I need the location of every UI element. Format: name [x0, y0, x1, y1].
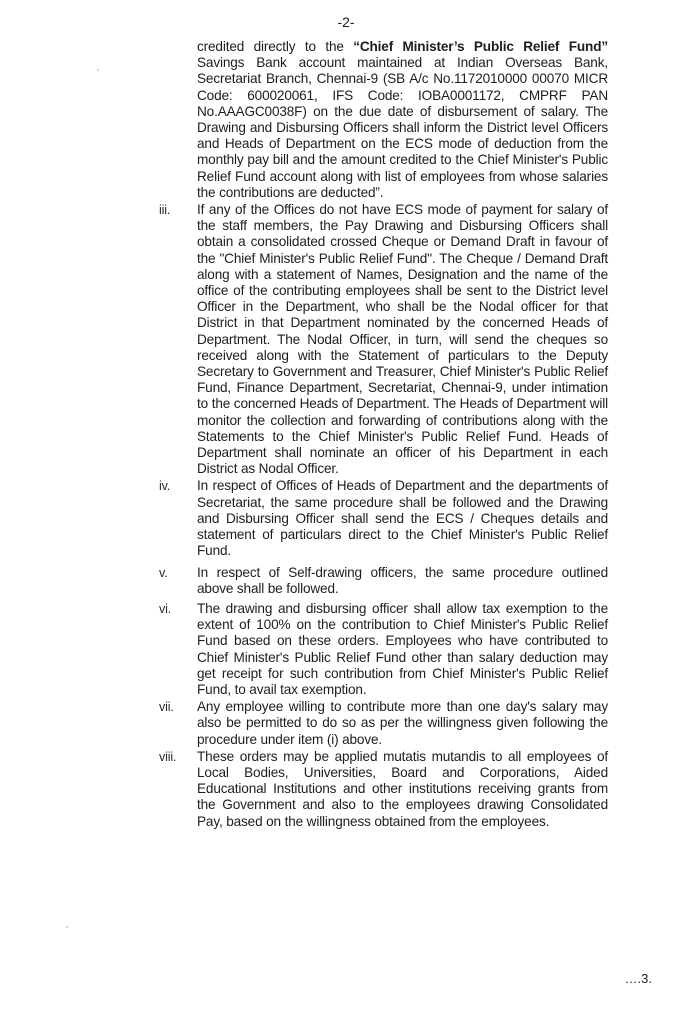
page-number: -2-	[337, 14, 355, 30]
item-text: In respect of Self-drawing officers, the same procedure outlined above shall be followed.	[197, 564, 608, 596]
item-numeral: vii.	[159, 700, 174, 715]
continuation-paragraph	[197, 39, 608, 201]
item-numeral: v.	[159, 565, 168, 580]
list-item-iv	[159, 478, 608, 559]
continuation-rest: Savings Bank account maintained at Indian Overseas Bank, Secretariat Branch, Chennai-9 (SB A/c No.1172010000 00070 MICR Code: 600020061, IFS Code: IOBA0001172, CMPRF PAN No.AAAGC0038F) on the due date of disbursement of salary. The Drawing and Disbursing Officers shall inform the District level Officers and Heads of Department on the ECS mode of deduction from the monthly pay bill and the amount credited to the Chief Minister's Public Relief Fund account along with list of employees from whose salaries the contributions are deducted”.	[197, 55, 608, 200]
document-body	[159, 39, 608, 830]
item-numeral: viii.	[159, 749, 177, 764]
list-item-v	[159, 564, 608, 597]
continued-page-marker: ….3.	[624, 971, 652, 986]
item-text: In respect of Offices of Heads of Department and the departments of Secretariat, the same procedure shall be followed and the Drawing and Disbursing Officer shall send the ECS / Cheques details and statement of particulars direct to the Chief Minister's Public Relief Fund.	[197, 478, 608, 559]
continuation-lead: credited directly to the	[197, 39, 354, 54]
scan-speck	[66, 926, 68, 928]
item-text: These orders may be applied mutatis mutandis to all employees of Local Bodies, Universities, Board and Corporations, Aided Educational Institutions and other institutions receiving grants from the Government and also to the employees drawing Consolidated Pay, based on the willingness obtained from the employees.	[197, 748, 608, 829]
scan-speck	[97, 69, 99, 71]
list-item-viii	[159, 748, 608, 830]
list-item-iii	[159, 202, 608, 477]
item-text: Any employee willing to contribute more than one day's salary may also be permitted to do so as per the willingness given following the procedure under item (i) above.	[197, 699, 608, 747]
fund-name-bold: “Chief Minister’s Public Relief Fund”	[353, 39, 608, 54]
item-numeral: iii.	[159, 203, 171, 218]
item-numeral: vi.	[159, 601, 172, 616]
list-item-vii	[159, 699, 608, 748]
list-item-vi	[159, 600, 608, 698]
item-numeral: iv.	[159, 479, 171, 494]
item-text: If any of the Offices do not have ECS mode of payment for salary of the staff members, the Pay Drawing and Disbursing Officers shall obtain a consolidated crossed Cheque or Demand Draft in favour of the "Chief Minister's Public Relief Fund". The Cheque / Demand Draft along with a statement of Names, Designation and the name of the office of the contributing employees shall be sent to the District level Officer in the Department, who shall be the Nodal officer for that District in that Department nominated by the concerned Heads of Department. The Nodal Officer, in turn, will send the cheques so received along with the Statement of particulars to the Deputy Secretary to Government and Treasurer, Chief Minister's Public Relief Fund, Finance Department, Secretariat, Chennai-9, under intimation to the concerned Heads of Department. The Heads of Department will monitor the collection and forwarding of contributions along with the Statements to the Chief Minister's Public Relief Fund. Heads of Department shall nominate an officer of his Department in each District as Nodal Officer.	[197, 202, 608, 477]
item-text: The drawing and disbursing officer shall allow tax exemption to the extent of 100% on the contribution to Chief Minister's Public Relief Fund based on these orders. Employees who have contributed to Chief Minister's Public Relief Fund other than salary deduction may get receipt for such contribution from Chief Minister's Public Relief Fund, to avail tax exemption.	[197, 600, 608, 697]
